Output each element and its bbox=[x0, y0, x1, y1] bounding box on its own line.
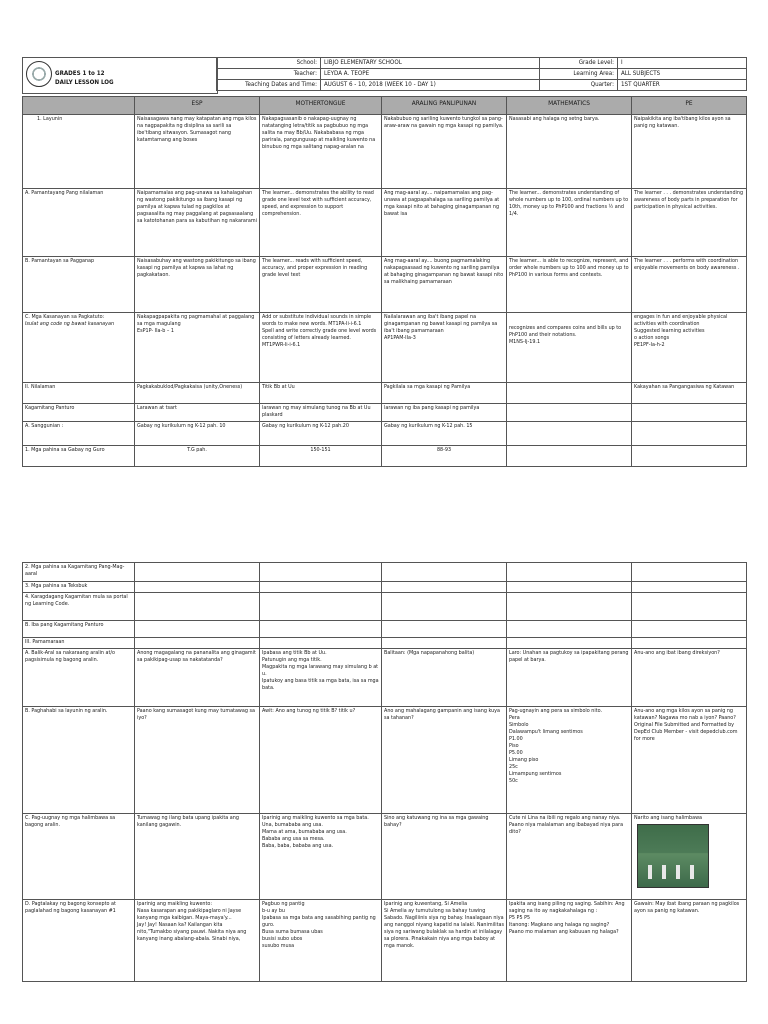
row-label: A. Balik-Aral sa nakaraang aralin at/o pagsisimula ng bagong aralin. bbox=[23, 649, 135, 707]
teaching-dates-label: Teaching Dates and Time: bbox=[217, 80, 321, 91]
cell-mothertongue: Awit: Ano ang tunog ng titik B? titik u? bbox=[260, 707, 382, 814]
cell-ap: Iparinig ang kuwentang, Si Amelia Si Amelia ay tumutulong sa bahay tuwing Sabado. Nagiliinis siya ng bahay. Inaalagaan niya ang nanggol niyang kapatid na lalaki. Nanimilitas siya ng sariwang bulaklak sa hardin at inilalagay sa plorera. Pinakakain niya ang mga baboy at mga manok. bbox=[382, 900, 507, 982]
row-label: 4. Karagdagang Kagamitan mula sa portal ng Learning Code. bbox=[23, 593, 135, 621]
subject-header-mathematics: MATHEMATICS bbox=[507, 97, 632, 115]
cell-mothertongue bbox=[260, 593, 382, 621]
row-label: B. Paghahabi sa layunin ng aralin. bbox=[23, 707, 135, 814]
cell-mothertongue: Gabay ng kurikulum ng K-12 pah.20 bbox=[260, 422, 382, 446]
cell-pe: engages in fun and enjoyable physical activities with coordination Suggested learning activities o action songs PE1PF-Ia-h-2 bbox=[632, 313, 747, 383]
cell-mothertongue: Nakapagsasanib o nakapag-uugnay ng natatanging letra/titik sa pagbubuo ng mga salita na may Bb/Uu. Nakababasa ng mga parirala, pangungusap at maikling kuwento na binubuo ng mga salitang napag-aralan na bbox=[260, 115, 382, 189]
row-label: A. Pamantayang Pang nilalaman bbox=[23, 189, 135, 257]
cell-mothertongue bbox=[260, 638, 382, 649]
cell-esp bbox=[135, 638, 260, 649]
cell-esp: Iparinig ang maikling kuwento: Nasa kasarapan ang pakikipaglaro ni Jayse kanyang mga kaibigan. Maya-maya'y... Jay! Jay! Nasaan ka? Kailangan kita nito,"Tumakbo siyang pauwi. Nakita niya ang kanyang inang abalang-abala. Sinabi niya, bbox=[135, 900, 260, 982]
cell-ap: Nailalarawan ang iba't ibang papel na ginagampanan ng bawat kasapi ng pamilya sa iba't ibang pamamaraan AP1PAM-IIa-3 bbox=[382, 313, 507, 383]
learning-area-value: ALL SUBJECTS bbox=[618, 69, 747, 80]
cell-math bbox=[507, 404, 632, 422]
row-mga-kasanayan bbox=[23, 313, 747, 383]
form-title-line1: GRADES 1 to 12 bbox=[55, 70, 105, 77]
row-label: B. Pamantayan sa Pagganap bbox=[23, 257, 135, 313]
cell-esp bbox=[135, 621, 260, 638]
cell-math: recognizes and compares coins and bills up to PhP100 and their notations. M1NS-Ij-19.1 bbox=[507, 313, 632, 383]
cell-math bbox=[507, 582, 632, 593]
cell-mothertongue: Add or substitute individual sounds in simple words to make new words. MT1PA-Ii-i-6.1 Spell and write correctly grade one level words consisting of letters already learned. MT1PWR-Ii-i-6.1 bbox=[260, 313, 382, 383]
lesson-table-bottom bbox=[22, 562, 747, 982]
cell-pe-text: Narito ang isang halimbawa bbox=[634, 815, 703, 821]
row-pamantayan-sa-pagganap bbox=[23, 257, 747, 313]
row-pamantayang-pangnilalaman bbox=[23, 189, 747, 257]
cell-mothertongue: 150-151 bbox=[260, 446, 382, 467]
cell-mothertongue: Ipabasa ang titik Bb at Uu. Patunugin ang mga titik. Magpakita ng mga larawang may simulang b at u. Ipatukoy ang basa titik sa mga bata, isa sa mga bata. bbox=[260, 649, 382, 707]
cell-pe bbox=[632, 638, 747, 649]
cell-math: Cute ni Lina na ibili ng regalo ang nanay niya. Paano niya malalaman ang ibabayad niya para dito? bbox=[507, 814, 632, 900]
cell-esp: Pagkakabuklod/Pagkakaisa (unity,Oneness) bbox=[135, 383, 260, 404]
children-exercising-photo bbox=[637, 824, 709, 888]
row-label: 2. Mga pahina sa Kagamitang Pang-Mag-aaral bbox=[23, 563, 135, 582]
row-label: Kagamitang Panturo bbox=[23, 404, 135, 422]
cell-math: The learner... demonstrates understanding of whole numbers up to 100, ordinal numbers up to 10th, money up to PhP100 and fractions ½ and 1/4. bbox=[507, 189, 632, 257]
row-paghahabi bbox=[23, 707, 747, 814]
row-label-sub: Isulat ang code ng bawat kasanayan bbox=[25, 321, 115, 328]
school-value: LIBJO ELEMENTARY SCHOOL bbox=[321, 58, 540, 69]
cell-ap bbox=[382, 563, 507, 582]
cell-math: Nasasabi ang halaga ng setng barya. bbox=[507, 115, 632, 189]
cell-math bbox=[507, 563, 632, 582]
cell-mothertongue bbox=[260, 563, 382, 582]
cell-pe: Kakayahan sa Pangangasiwa ng Katawan bbox=[632, 383, 747, 404]
row-label: D. Pagtalakay ng bagong konsepto at paglalahad ng bagong kasanayan #1 bbox=[23, 900, 135, 982]
cell-ap bbox=[382, 582, 507, 593]
teacher-label: Teacher: bbox=[217, 69, 321, 80]
cell-pe: Gawain: May ibat ibang paraan ng pagkilos ayon sa panig ng katawan. bbox=[632, 900, 747, 982]
cell-ap: larawan ng iba pang kasapi ng pamilya bbox=[382, 404, 507, 422]
cell-math bbox=[507, 621, 632, 638]
cell-pe: The learner . . . demonstrates understanding awareness of body parts in preparation for participation in physical activities. bbox=[632, 189, 747, 257]
form-title bbox=[55, 70, 114, 87]
cell-esp bbox=[135, 563, 260, 582]
row-pagtalakay bbox=[23, 900, 747, 982]
row-sanggunian bbox=[23, 422, 747, 446]
row-label: 3. Mga pahina sa Teksbuk bbox=[23, 582, 135, 593]
cell-ap: Ang mag-aaral ay.... buong pagmamalaking nakapagsasaad ng kuwento ng sariling pamilya at bahaging ginagampanan ng bawat kasapi nito sa malikhaing pamamaraan bbox=[382, 257, 507, 313]
row-label: C. Pag-uugnay ng mga halimbawa sa bagong aralin. bbox=[23, 814, 135, 900]
row-pag-uugnay bbox=[23, 814, 747, 900]
teaching-dates-value: AUGUST 6 - 10, 2018 (WEEK 10 - DAY 1) bbox=[321, 80, 540, 91]
cell-pe: Anu-ano ang ibat ibang direksiyon? bbox=[632, 649, 747, 707]
cell-mothertongue bbox=[260, 582, 382, 593]
row-label bbox=[23, 313, 135, 383]
cell-math bbox=[507, 383, 632, 404]
row-label-main: C. Mga Kasanayan sa Pagkatuto: bbox=[25, 314, 105, 320]
cell-pe bbox=[632, 814, 747, 900]
cell-esp: Tumawag ng ilang bata upang ipakita ang kanilang gagawin. bbox=[135, 814, 260, 900]
quarter-label: Quarter: bbox=[540, 80, 618, 91]
school-label: School: bbox=[217, 58, 321, 69]
cell-esp: Paano kang sumasagot kung may tumatawag sa iyo? bbox=[135, 707, 260, 814]
row-teksbuk bbox=[23, 582, 747, 593]
row-nilalaman bbox=[23, 383, 747, 404]
cell-ap: Ano ang mahalagang gampanin ang isang kuya sa tahanan? bbox=[382, 707, 507, 814]
quarter-value: 1ST QUARTER bbox=[618, 80, 747, 91]
learning-area-label: Learning Area: bbox=[540, 69, 618, 80]
cell-ap: Gabay ng kurikulum ng K-12 pah. 15 bbox=[382, 422, 507, 446]
cell-math bbox=[507, 422, 632, 446]
cell-pe: Naipakikita ang iba'tibang kilos ayon sa panig ng katawan. bbox=[632, 115, 747, 189]
cell-ap bbox=[382, 621, 507, 638]
cell-pe: The learner . . . performs with coordination enjoyable movements on body awareness . bbox=[632, 257, 747, 313]
cell-ap: Nakabubuo ng sariling kuwento tungkol sa pang-araw-araw na gawain ng mga kasapi ng pamilya. bbox=[382, 115, 507, 189]
row-label: 1. Mga pahina sa Gabay ng Guro bbox=[23, 446, 135, 467]
cell-pe bbox=[632, 404, 747, 422]
cell-math bbox=[507, 593, 632, 621]
cell-pe bbox=[632, 582, 747, 593]
cell-pe: Anu-ano ang mga kilos ayon sa panig ng katawan? Nagawa mo nab a iyon? Paano? Original File Submitted and Formatted by DepEd Club Member - visit depedclub.com for more bbox=[632, 707, 747, 814]
cell-mothertongue: The learner... reads with sufficient speed, accuracy, and proper expression in reading grade level text bbox=[260, 257, 382, 313]
row-karagdagang-kagamitan bbox=[23, 593, 747, 621]
row-layunin bbox=[23, 115, 747, 189]
cell-esp: Naipamamalas ang pag-unawa sa kahalagahan ng wastong pakikitungo sa ibang kasapi ng pamilya at kapwa tulad ng pagkilos at pagsasalita ng may paggalang at pagsasaalang sa katotohanan para sa kabutihan ng nakararami bbox=[135, 189, 260, 257]
cell-esp bbox=[135, 582, 260, 593]
cell-pe bbox=[632, 621, 747, 638]
cell-pe bbox=[632, 446, 747, 467]
cell-mothertongue: Pagbuo ng pantig b-u ay bu Ipabasa sa mga bata ang sasabihing pantig ng guro. Busa suma bumasa ubas busisi subo ubos susubo musa bbox=[260, 900, 382, 982]
subject-header-pe: PE bbox=[632, 97, 747, 115]
cell-esp: Naisasagawa nang may katapatan ang mga kilos na nagpapakita ng disiplina sa sarili sa ibe'tibang sitwasyon. Sumasagot nang katamtamang ang boses bbox=[135, 115, 260, 189]
school-logo-box bbox=[22, 57, 218, 94]
cell-mothertongue: Titik Bb at Uu bbox=[260, 383, 382, 404]
subject-header-blank bbox=[23, 97, 135, 115]
cell-mothertongue: larawan ng may simulang tunog na Bb at Uu plaskard bbox=[260, 404, 382, 422]
cell-ap: 88-93 bbox=[382, 446, 507, 467]
cell-math: Laro: Unahan sa pagtukoy sa ipapakitang perang papel at barya. bbox=[507, 649, 632, 707]
cell-ap bbox=[382, 638, 507, 649]
deped-seal-icon bbox=[26, 61, 52, 87]
row-label: III. Pamamaraan bbox=[23, 638, 135, 649]
cell-esp: Nakapagpapakita ng pagmamahal at paggalang sa mga magulang EsP1P- IIa-b – 1 bbox=[135, 313, 260, 383]
subject-header-row bbox=[23, 97, 747, 115]
cell-ap bbox=[382, 593, 507, 621]
cell-mothertongue bbox=[260, 621, 382, 638]
row-label: II. Nilalaman bbox=[23, 383, 135, 404]
cell-math: Pag-ugnayin ang pera sa simbolo nito. Pera Simbolo Dalawampu't limang sentimos P1.00 Piso P5.00 Limang piso 25c Limampung sentimos 50c bbox=[507, 707, 632, 814]
grade-level-value: I bbox=[618, 58, 747, 69]
cell-esp: T.G pah. bbox=[135, 446, 260, 467]
subject-header-mothertongue: MOTHERTONGUE bbox=[260, 97, 382, 115]
cell-ap: Balitaan: (Mga napapanahong balita) bbox=[382, 649, 507, 707]
cell-ap: Sino ang katuwang ng ina sa mga gawaing bahay? bbox=[382, 814, 507, 900]
row-label: B. Iba pang Kagamitang Panturo bbox=[23, 621, 135, 638]
header-info-table bbox=[216, 57, 747, 91]
cell-esp bbox=[135, 593, 260, 621]
cell-esp: Naisasabuhay ang wastong pakikitungo sa ibang kasapi ng pamilya at kapwa sa lahat ng pagkakataon. bbox=[135, 257, 260, 313]
form-title-line2: DAILY LESSON LOG bbox=[55, 78, 114, 86]
row-kagamitang-panturo bbox=[23, 404, 747, 422]
subject-header-esp: ESP bbox=[135, 97, 260, 115]
row-pamamaraan bbox=[23, 638, 747, 649]
teacher-value: LEYDA A. TEOPE bbox=[321, 69, 540, 80]
grade-level-label: Grade Level: bbox=[540, 58, 618, 69]
cell-pe bbox=[632, 563, 747, 582]
cell-esp: Larawan at tsart bbox=[135, 404, 260, 422]
cell-math: The learner... is able to recognize, represent, and order whole numbers up to 100 and money up to PhP100 in various forms and contexts. bbox=[507, 257, 632, 313]
lesson-table-top bbox=[22, 96, 747, 467]
cell-pe bbox=[632, 593, 747, 621]
cell-math bbox=[507, 446, 632, 467]
row-balik-aral bbox=[23, 649, 747, 707]
cell-mothertongue: Iparinig ang maikling kuwento sa mga bata. Una, bumababa ang usa. Mama at ama, bumababa ang usa. Bababa ang usa sa mesa. Baba, baba, bababa ang usa. bbox=[260, 814, 382, 900]
cell-math: Ipakita ang isang piling ng saging. Sabihin: Ang saging na ito ay nagkakahalaga ng : P5 P5 P5 Itanong: Magkano ang halaga ng saging? Paano mo malaman ang kabuuan ng halaga? bbox=[507, 900, 632, 982]
cell-esp: Gabay ng kurikulum ng K-12 pah. 10 bbox=[135, 422, 260, 446]
cell-ap: Pagkilala sa mga kasapi ng Pamilya bbox=[382, 383, 507, 404]
cell-pe bbox=[632, 422, 747, 446]
subject-header-araling-panlipunan: ARALING PANLIPUNAN bbox=[382, 97, 507, 115]
row-label: A. Sanggunian : bbox=[23, 422, 135, 446]
cell-esp: Anong magagalang na pananalita ang ginagamit sa pakikipag-usap sa nakatatanda? bbox=[135, 649, 260, 707]
row-iba-pang-kagamitan bbox=[23, 621, 747, 638]
row-label: 1. Layunin bbox=[23, 115, 135, 189]
row-gabay-ng-guro bbox=[23, 446, 747, 467]
cell-mothertongue: The learner... demonstrates the ability to read grade one level text with sufficient accuracy, speed, and expression to support comprehension. bbox=[260, 189, 382, 257]
row-kagamitang-pang-mag-aaral bbox=[23, 563, 747, 582]
cell-math bbox=[507, 638, 632, 649]
cell-ap: Ang mag-aaral ay.... naipamamalas ang pag-unawa at pagpapahalaga sa sariling pamilya at mga kasapi nito at bahaging ginagampanan ng bawat isa bbox=[382, 189, 507, 257]
